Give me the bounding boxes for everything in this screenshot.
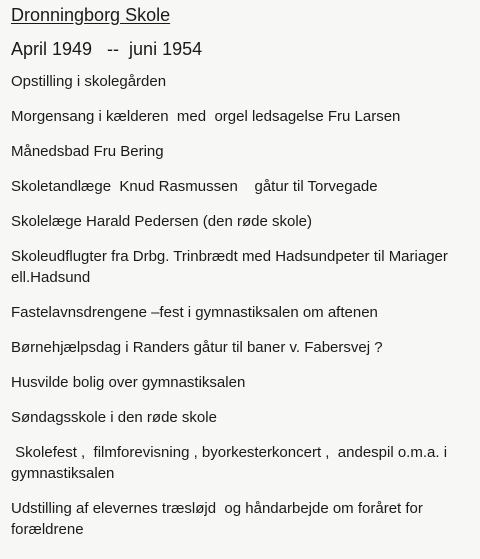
list-item-boernehjaelpsdag: Børnehjælpsdag i Randers gåtur til baner v. Fabersvej ? — [11, 339, 383, 356]
document-title: Dronningborg Skole — [11, 5, 171, 25]
list-item-husvilde: Husvilde bolig over gymnastiksalen — [11, 374, 246, 391]
list-item-opstilling: Opstilling i skolegården — [11, 73, 167, 90]
list-item-skoletandlaege: Skoletandlæge Knud Rasmussen gåtur til Torvegade — [11, 178, 378, 195]
list-item-morgensang: Morgensang i kælderen med orgel ledsagelse Fru Larsen — [11, 108, 401, 125]
list-item-skolelaege: Skolelæge Harald Pedersen (den røde skole) — [11, 213, 312, 230]
document-period: April 1949 -- juni 1954 — [11, 39, 203, 59]
list-item-fastelavn: Fastelavnsdrengene –fest i gymnastiksalen om aftenen — [11, 304, 378, 321]
list-item-skolefest: Skolefest , filmforevisning , byorkesterkoncert , andespil o.m.a. i gymnastiksalen — [11, 444, 452, 482]
list-item-skoleudflugter: Skoleudflugter fra Drbg. Trinbrædt med Hadsundpeter til Mariager ell.Hadsund — [11, 248, 453, 286]
list-item-soendagsskole: Søndagsskole i den røde skole — [11, 409, 217, 426]
list-item-maanedsbad: Månedsbad Fru Bering — [11, 143, 164, 160]
list-item-udstilling: Udstilling af elevernes træsløjd og håndarbejde om foråret for forældrene — [11, 500, 428, 538]
item-list — [11, 71, 472, 540]
